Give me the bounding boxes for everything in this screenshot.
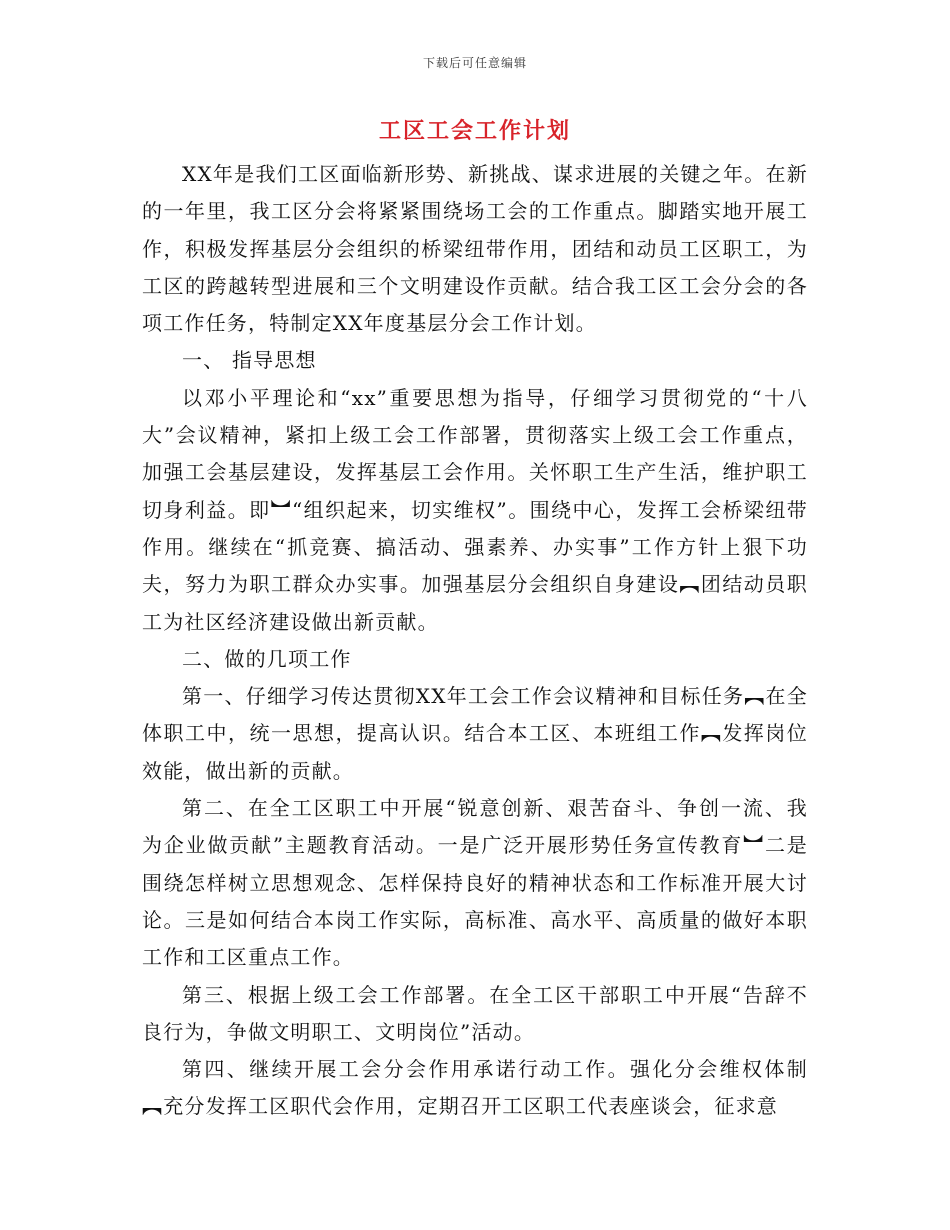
paragraph-task-3: 第三、根据上级工会工作部署。在全工区干部职工中开展“告辞不良行为，争做文明职工、文明岗位”活动。 (142, 982, 808, 1044)
paragraph-task-4: 第四、继续开展工会分会作用承诺行动工作。强化分会维权体制︻充分发挥工区职代会作用，定期召开工区职工代表座谈会，征求意 (142, 1057, 808, 1119)
document-body (142, 156, 808, 1126)
paragraph-task-1: 第一、仔细学习传达贯彻XX年工会工作会议精神和目标任务︻在全体职工中，统一思想，提高认识。结合本工区、本班组工作︻发挥岗位效能，做出新的贡献。 (142, 684, 808, 783)
header-note: 下载后可任意编辑 (422, 56, 527, 70)
paragraph-intro: XX年是我们工区面临新形势、新挑战、谋求进展的关键之年。在新的一年里，我工区分会将紧紧围绕场工会的工作重点。脚踏实地开展工作，积极发挥基层分会组织的桥梁纽带作用，团结和动员工区职工，为工区的跨越转型进展和三个文明建设作贡献。结合我工区工会分会的各项工作任务，特制定XX年度基层分会工作计划。 (142, 162, 808, 336)
paragraph-guiding-ideology: 以邓小平理论和“xx”重要思想为指导，仔细学习贯彻党的“十八大”会议精神，紧扣上级工会工作部署，贯彻落实上级工会工作重点，加强工会基层建设，发挥基层工会作用。关怀职工生产生活，维护职工切身利益。即︼“组织起来，切实维权”。围绕中心，发挥工会桥梁纽带作用。继续在“抓竞赛、搞活动、强素养、办实事”工作方针上狠下功夫，努力为职工群众办实事。加强基层分会组织自身建设︻团结动员职工为社区经济建设做出新贡献。 (142, 385, 808, 634)
section-heading-tasks: 二、做的几项工作 (182, 646, 352, 671)
section-heading-guiding-ideology: 一、 指导思想 (182, 348, 317, 373)
document-title: 工区工会工作计划 (378, 119, 571, 144)
paragraph-task-2: 第二、在全工区职工中开展“锐意创新、艰苦奋斗、争创一流、我为企业做贡献”主题教育活动。一是广泛开展形势任务宣传教育︼二是围绕怎样树立思想观念、怎样保持良好的精神状态和工作标准开展大讨论。三是如何结合本岗工作实际，高标准、高水平、高质量的做好本职工作和工区重点工作。 (142, 796, 808, 970)
